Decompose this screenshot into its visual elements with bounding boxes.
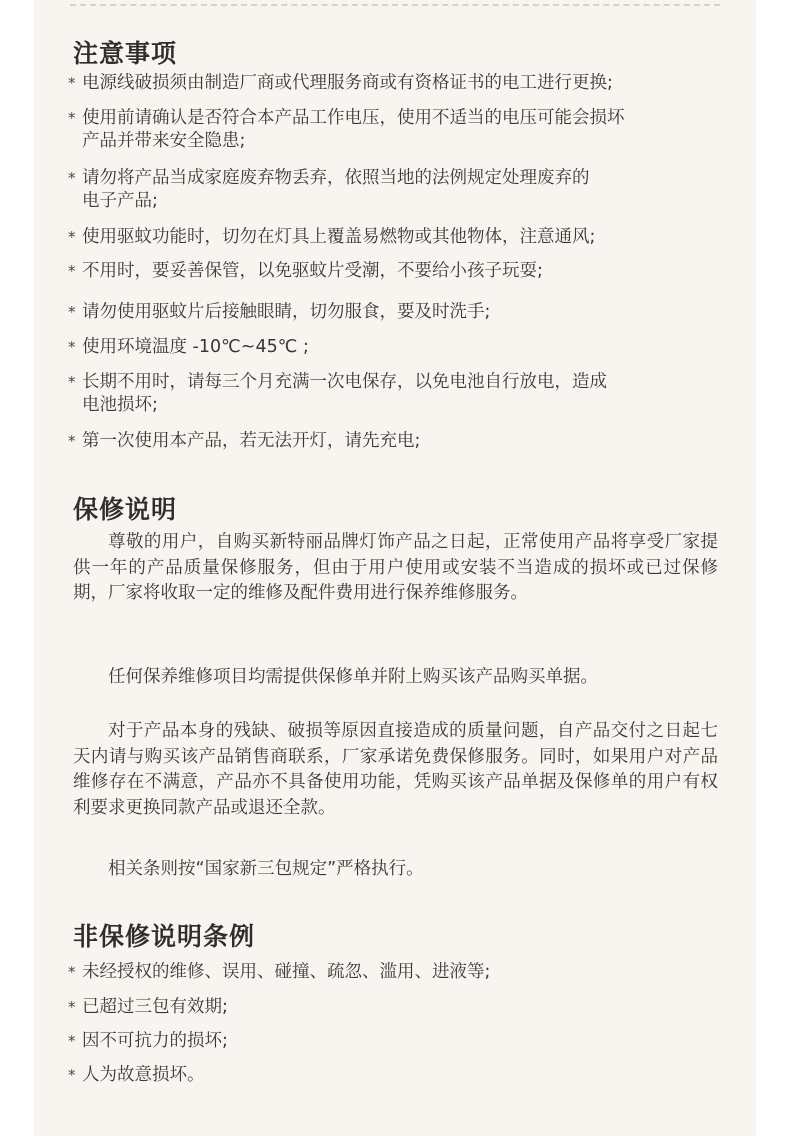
notice-item [68, 260, 738, 283]
non-warranty-item-text: 已超过三包有效期; [82, 997, 228, 1017]
notice-item [68, 430, 738, 453]
warranty-paragraph: 对于产品本身的残缺、破损等原因直接造成的质量问题，自产品交付之日起七天内请与购买该产品销售商联系，厂家承诺免费保修服务。同时，如果用户对产品维修存在不满意，产品亦不具备使用功能，凭购买该产品单据及保修单的用户有权利要求更换同款产品或退还全款。 [73, 721, 718, 818]
non-warranty-item [68, 1064, 738, 1087]
non-warranty-heading: 非保修说明条例 [73, 922, 256, 951]
notice-item [68, 167, 738, 213]
warranty-heading: 保修说明 [73, 495, 178, 524]
notice-item-text: 不用时，要妥善保管，以免驱蚊片受潮，不要给小孩子玩耍; [82, 261, 543, 281]
bullet-marker: * [68, 963, 76, 981]
bullet-marker: * [68, 303, 76, 321]
warranty-paragraph: 相关条则按“国家新三包规定”严格执行。 [108, 859, 424, 879]
bullet-marker: * [68, 1032, 76, 1050]
bullet-marker: * [68, 109, 76, 127]
notice-item-text: 长期不用时，请每三个月充满一次电保存，以免电池自行放电，造成 电池损坏; [82, 372, 607, 415]
notice-item-text: 使用前请确认是否符合本产品工作电压，使用不适当的电压可能会损坏 产品并带来安全隐患; [82, 108, 625, 151]
notice-item [68, 301, 738, 324]
notice-item [68, 107, 738, 153]
bullet-marker: * [68, 228, 76, 246]
bullet-marker: * [68, 373, 76, 391]
notice-item-text: 请勿使用驱蚊片后接触眼睛，切勿服食，要及时洗手; [82, 302, 491, 322]
non-warranty-item [68, 1030, 738, 1053]
bullet-marker: * [68, 74, 76, 92]
notice-item-text: 电源线破损须由制造厂商或代理服务商或有资格证书的电工进行更换; [82, 73, 613, 93]
notice-item [68, 226, 738, 249]
non-warranty-item-text: 未经授权的维修、误用、碰撞、疏忽、滥用、进液等; [82, 962, 491, 982]
notice-item [68, 336, 738, 359]
notice-item [68, 72, 738, 95]
bullet-marker: * [68, 432, 76, 450]
dashed-divider [70, 4, 720, 6]
bullet-marker: * [68, 262, 76, 280]
notice-item-text: 请勿将产品当成家庭废弃物丢弃，依照当地的法例规定处理废弃的 电子产品; [82, 168, 590, 211]
non-warranty-item [68, 961, 738, 984]
bullet-marker: * [68, 998, 76, 1016]
bullet-marker: * [68, 1066, 76, 1084]
warranty-paragraph: 尊敬的用户，自购买新特丽品牌灯饰产品之日起，正常使用产品将享受厂家提供一年的产品质量保修服务，但由于用户使用或安装不当造成的损坏或已过保修期，厂家将收取一定的维修及配件费用进行保养维修服务。 [73, 532, 718, 603]
notice-heading: 注意事项 [73, 39, 178, 68]
notice-item-text: 第一次使用本产品，若无法开灯，请先充电; [82, 431, 421, 451]
notice-item-text: 使用驱蚊功能时，切勿在灯具上覆盖易燃物或其他物体，注意通风; [82, 227, 596, 247]
non-warranty-item-text: 因不可抗力的损坏; [82, 1031, 228, 1051]
notice-item-text: 使用环境温度 -10℃~45℃ ; [82, 337, 309, 357]
non-warranty-item-text: 人为故意损坏。 [82, 1065, 205, 1085]
bullet-marker: * [68, 169, 76, 187]
notice-item [68, 371, 738, 417]
bullet-marker: * [68, 338, 76, 356]
non-warranty-item [68, 996, 738, 1019]
warranty-paragraph: 任何保养维修项目均需提供保修单并附上购买该产品购买单据。 [108, 667, 598, 687]
